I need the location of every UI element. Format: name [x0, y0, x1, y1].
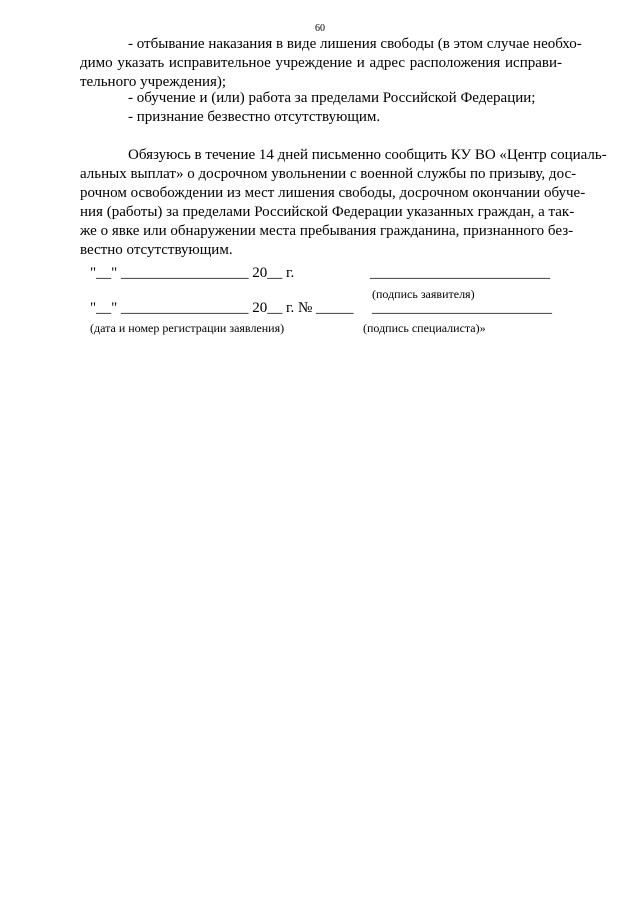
text-line: димо указать исправительное учреждение и адрес расположения исправи- — [80, 55, 562, 71]
registration-caption: (дата и номер регистрации заявления) — [90, 321, 285, 335]
text-line: альных выплат» о досрочном увольнении с военной службы по призыву, дос- — [80, 166, 577, 182]
page-number: 60 — [315, 23, 325, 34]
text-line: - отбывание наказания в виде лишения свободы (в этом случае необхо- — [128, 36, 582, 52]
text-line: ния (работы) за пределами Российской Федерации указанных граждан, а так- — [80, 204, 575, 220]
application-date-field: "__" _________________ 20__ г. — [90, 265, 295, 281]
registration-date-number-field: "__" _________________ 20__ г. № _____ — [90, 300, 354, 316]
text-line: тельного учреждения); — [80, 74, 227, 90]
applicant-signature-line: ________________________ — [370, 265, 550, 281]
specialist-signature-line: ________________________ — [372, 300, 552, 316]
text-line: - обучение и (или) работа за пределами Российской Федерации; — [128, 90, 536, 106]
applicant-signature-caption: (подпись заявителя) — [372, 287, 475, 301]
list-item-study-abroad — [80, 89, 562, 108]
text-line: же о явке или обнаружении места пребывания гражданина, признанного без- — [80, 223, 574, 239]
text-line: Обязуюсь в течение 14 дней письменно сообщить КУ ВО «Центр социаль- — [128, 147, 607, 163]
specialist-signature-caption: (подпись специалиста)» — [363, 321, 486, 335]
text-line: - признание безвестно отсутствующим. — [128, 109, 381, 125]
text-line: рочном освобождении из мест лишения свободы, досрочном окончании обуче- — [80, 185, 586, 201]
list-item-missing-person — [80, 108, 562, 127]
obligation-paragraph — [80, 146, 607, 260]
list-item-imprisonment — [80, 35, 582, 92]
text-line: вестно отсутствующим. — [80, 242, 233, 258]
